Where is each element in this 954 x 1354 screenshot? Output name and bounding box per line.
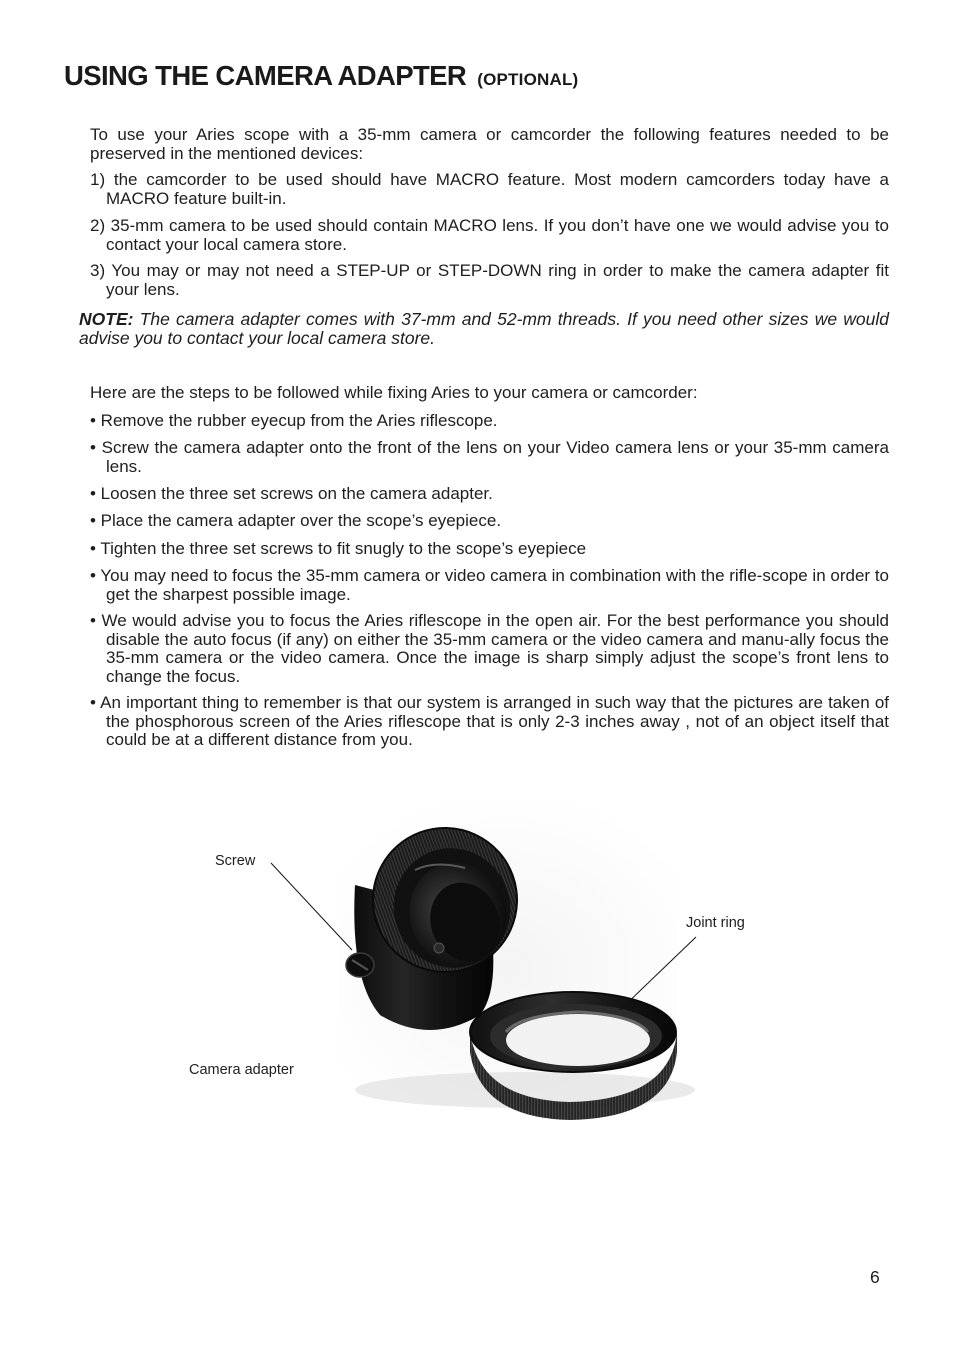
title-optional: (OPTIONAL)	[477, 70, 579, 89]
steps-intro: Here are the steps to be followed while fixing Aries to your camera or camcorder:	[90, 383, 698, 402]
label-screw: Screw	[215, 853, 256, 869]
camera-adapter-figure	[180, 800, 800, 1120]
label-joint-ring: Joint ring	[686, 915, 745, 931]
step-item: • Tighten the three set screws to fit snugly to the scope’s eyepiece	[90, 539, 587, 558]
label-camera-adapter: Camera adapter	[189, 1062, 294, 1078]
step-item: • Remove the rubber eyecup from the Aries riflescope.	[90, 411, 498, 430]
page-number: 6	[870, 1267, 880, 1287]
step-item: • Screw the camera adapter onto the front of the lens on your Video camera lens or your 35-mm camera lens.	[90, 438, 889, 476]
title-main: USING THE CAMERA ADAPTER	[64, 60, 467, 91]
page-title	[64, 60, 578, 92]
requirement-item: 2) 35-mm camera to be used should contain MACRO lens. If you don’t have one we would advise you to contact your local camera store.	[90, 216, 889, 254]
note-label: NOTE:	[79, 309, 134, 329]
note-text: The camera adapter comes with 37-mm and 52-mm threads. If you need other sizes we would advise you to contact your local camera store.	[79, 309, 889, 348]
step-item: • Loosen the three set screws on the camera adapter.	[90, 484, 493, 503]
step-item: • Place the camera adapter over the scope’s eyepiece.	[90, 511, 502, 530]
note-paragraph	[79, 310, 889, 348]
requirement-item: 1) the camcorder to be used should have MACRO feature. Most modern camcorders today have a MACRO feature built-in.	[90, 170, 889, 208]
step-item: • We would advise you to focus the Aries riflescope in the open air. For the best performance you should disable the auto focus (if any) on either the 35-mm camera or the video camera and manu-ally focus the 35-mm camera or the video camera. Once the image is sharp simply adjust the scope’s front lens to change the focus.	[90, 611, 889, 686]
intro-paragraph: To use your Aries scope with a 35-mm camera or camcorder the following features needed to be preserved in the mentioned devices:	[90, 125, 889, 163]
requirement-item: 3) You may or may not need a STEP-UP or STEP-DOWN ring in order to make the camera adapter fit your lens.	[90, 261, 889, 299]
step-item: • An important thing to remember is that our system is arranged in such way that the pictures are taken of the phosphorous screen of the Aries riflescope that is only 2-3 inches away , not of an object itself that could be at a different distance from you.	[90, 693, 889, 749]
step-item: • You may need to focus the 35-mm camera or video camera in combination with the rifle-scope in order to get the sharpest possible image.	[90, 566, 889, 604]
